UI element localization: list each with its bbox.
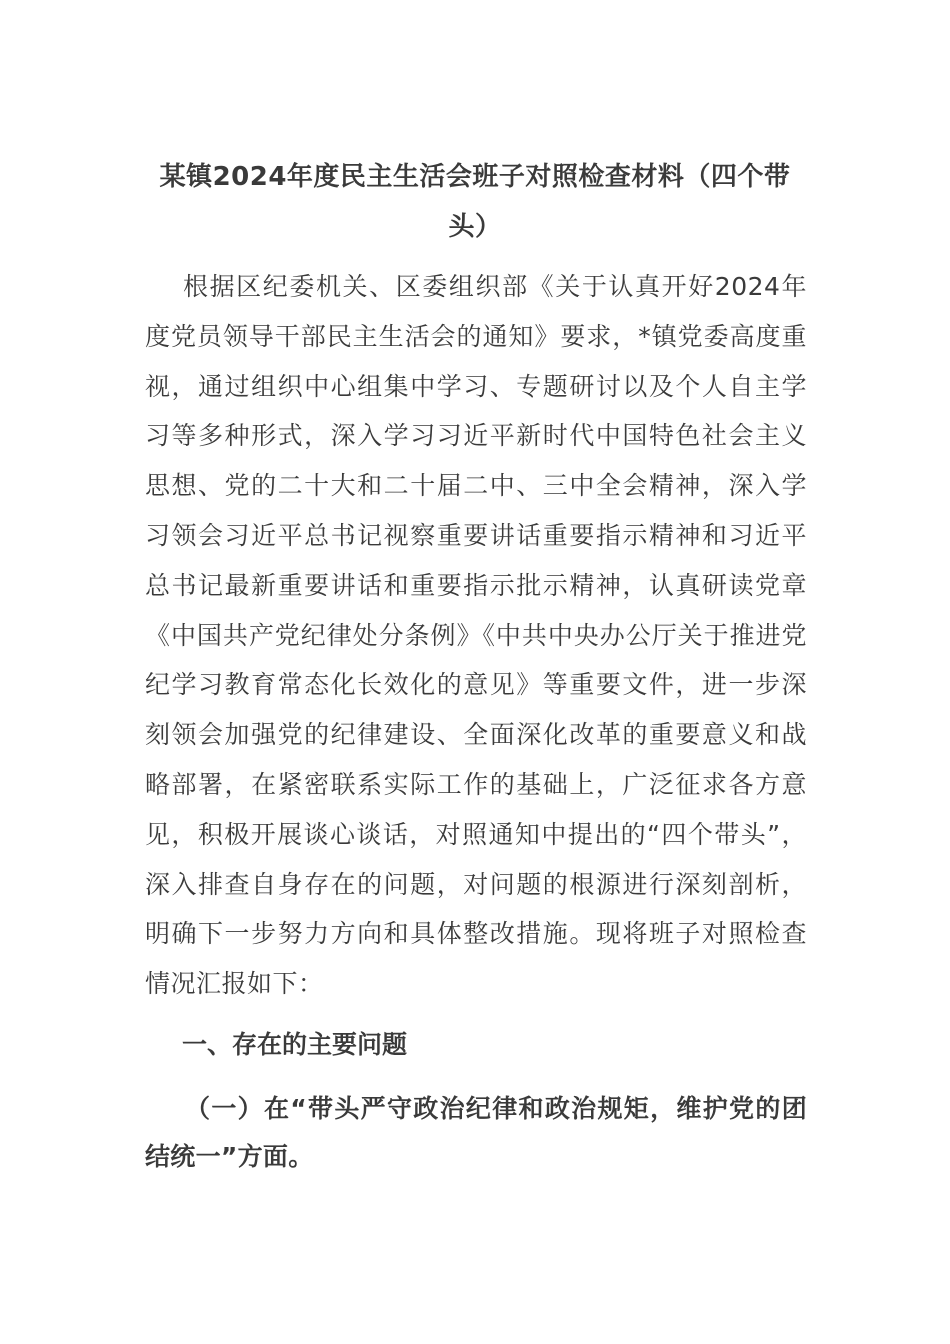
document-title: 某镇2024年度民主生活会班子对照检查材料（四个带头） [159,162,791,242]
subsection-heading: （一）在“带头严守政治纪律和政治规矩，维护党的团结统一”方面。 [145,1094,807,1171]
section-heading: 一、存在的主要问题 [182,1030,408,1059]
intro-paragraph: 根据区纪委机关、区委组织部《关于认真开好2024年度党员领导干部民主生活会的通知》要求，*镇党委高度重视，通过组织中心组集中学习、专题研讨以及个人自主学习等多种形式，深入学习习近平新时代中国特色社会主义思想、党的二十大和二十届二中、三中全会精神，深入学习领会习近平总书记视察重要讲话重要指示精神和习近平总书记最新重要讲话和重要指示批示精神，认真研读党章《中国共产党纪律处分条例》《中共中央办公厅关于推进党纪学习教育常态化长效化的意见》等重要文件，进一步深刻领会加强党的纪律建设、全面深化改革的重要意义和战略部署，在紧密联系实际工作的基础上，广泛征求各方意见，积极开展谈心谈话，对照通知中提出的“四个带头”，深入排查自身存在的问题，对问题的根源进行深刻剖析，明确下一步努力方向和具体整改措施。现将班子对照检查情况汇报如下： [145,272,807,999]
